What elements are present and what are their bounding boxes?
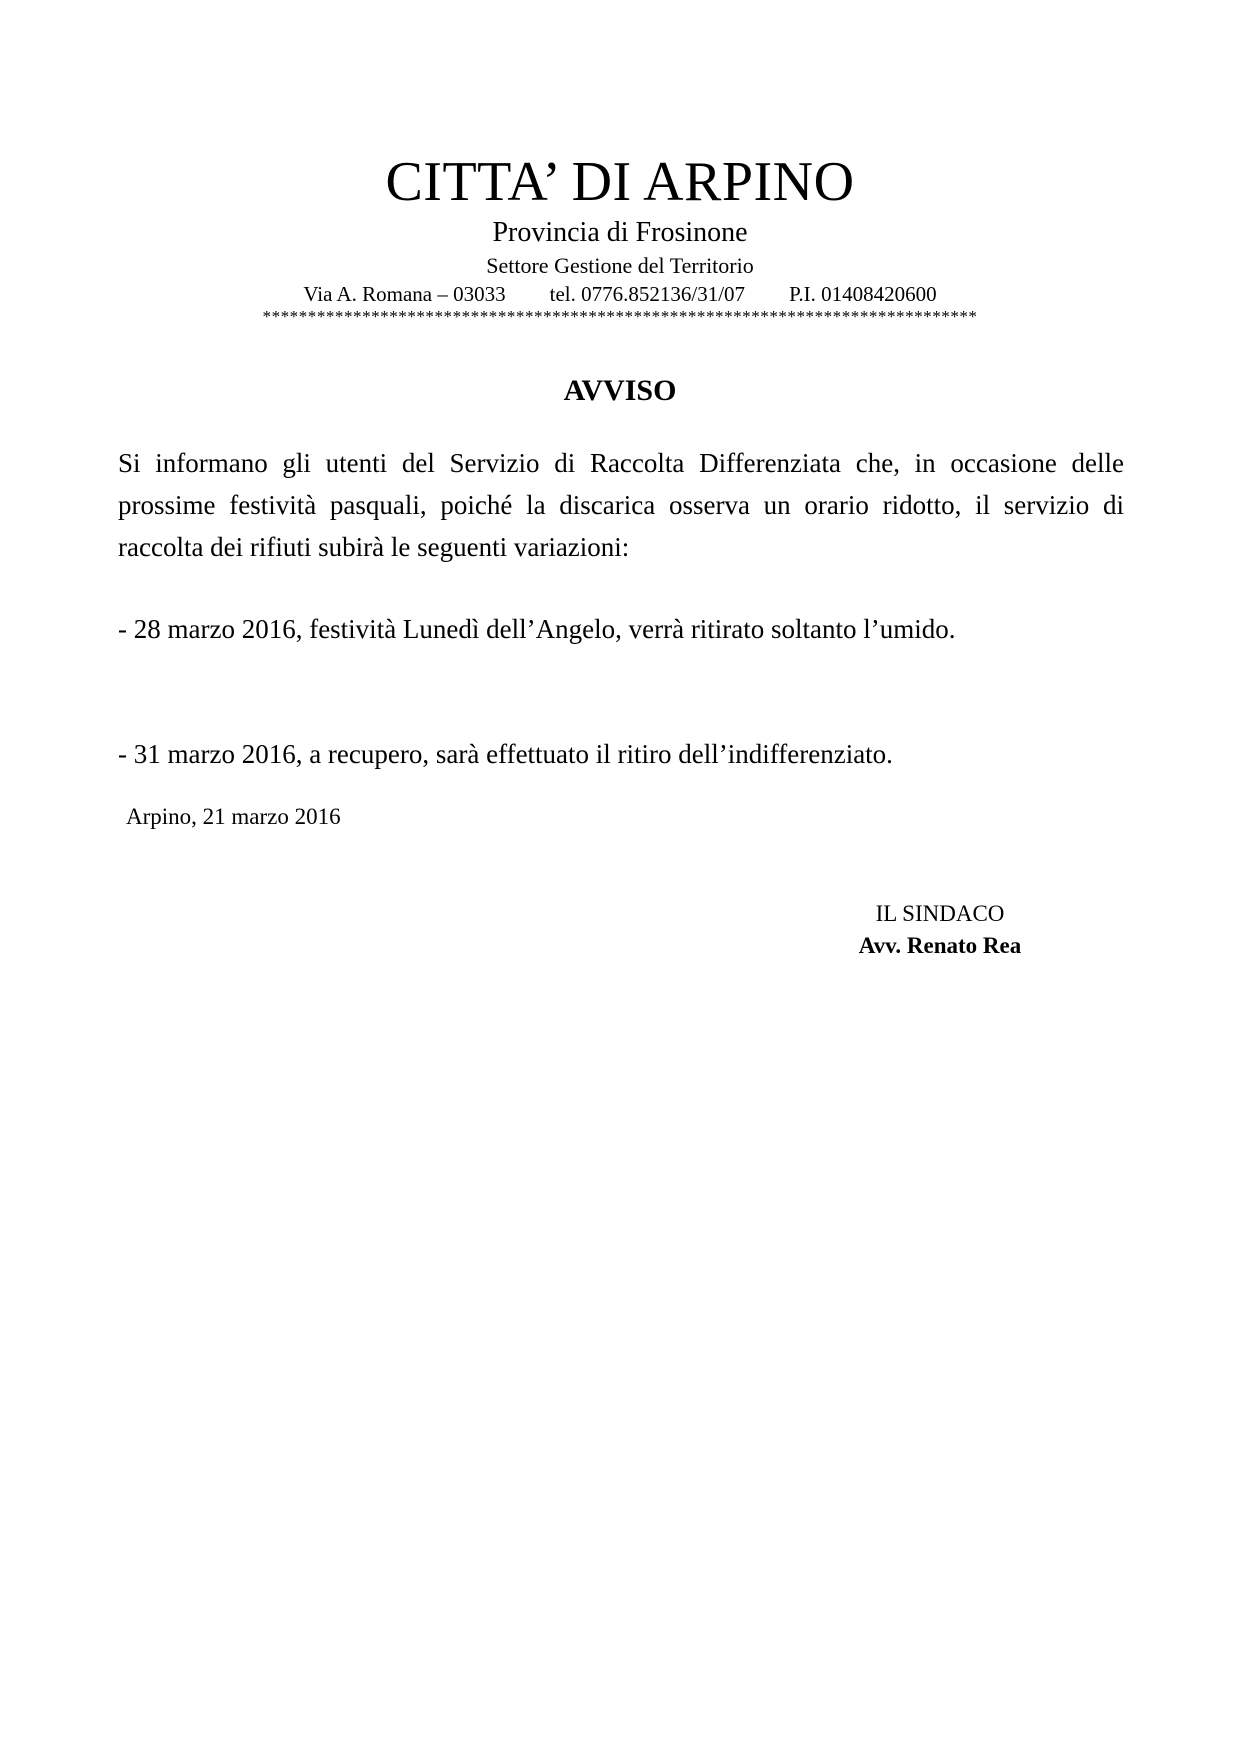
phone-text: tel. 0776.852136/31/07 bbox=[549, 282, 746, 306]
notice-item-2: - 31 marzo 2016, a recupero, sarà effettuato il ritiro dell’indifferenziato. bbox=[118, 739, 893, 769]
signature-role: IL SINDACO bbox=[875, 901, 1005, 926]
letterhead bbox=[0, 150, 1240, 326]
notice-item-1: - 28 marzo 2016, festività Lunedì dell’Angelo, verrà ritirato soltanto l’umido. bbox=[118, 614, 956, 644]
signature-block bbox=[820, 898, 1060, 962]
province-line: Provincia di Frosinone bbox=[492, 217, 748, 248]
asterisk-separator: ******************************************************************************* bbox=[262, 308, 978, 326]
place-and-date: Arpino, 21 marzo 2016 bbox=[126, 804, 341, 829]
notice-paragraph: Si informano gli utenti del Servizio di Raccolta Differenziata che, in occasione delle prossime festività pasquali, poiché la discarica osserva un orario ridotto, il servizio di raccolta dei rifiuti subirà le seguenti variazioni: bbox=[118, 448, 1124, 562]
notice-heading: AVVISO bbox=[563, 374, 677, 407]
contact-line bbox=[0, 280, 1240, 308]
address-text: Via A. Romana – 03033 bbox=[303, 282, 506, 306]
signature-name: Avv. Renato Rea bbox=[858, 933, 1022, 958]
vat-text: P.I. 01408420600 bbox=[789, 282, 937, 306]
city-title: CITTA’ DI ARPINO bbox=[385, 151, 855, 213]
sector-line: Settore Gestione del Territorio bbox=[486, 253, 754, 278]
